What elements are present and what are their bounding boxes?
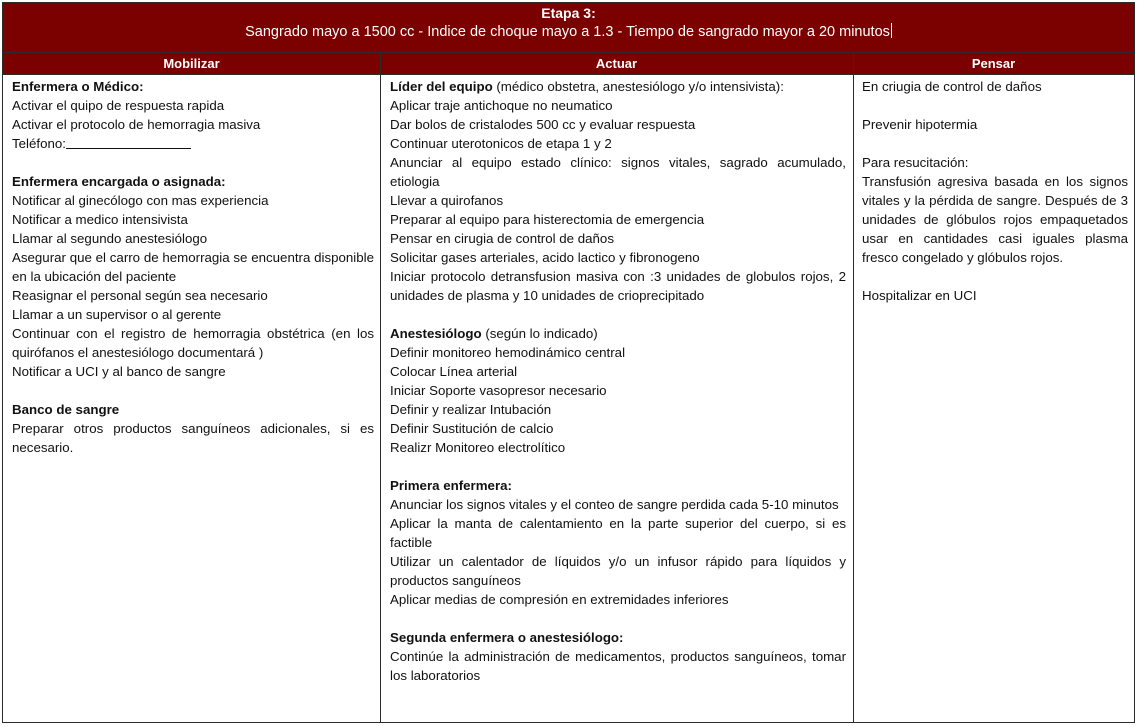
list-item: Aplicar la manta de calentamiento en la parte superior del cuerpo, si es factible [390, 516, 846, 550]
list-item: Colocar Línea arterial [390, 364, 518, 379]
list-item: Iniciar Soporte vasopresor necesario [390, 383, 607, 398]
list-item: Realizr Monitoreo electrolítico [390, 440, 566, 455]
list-item: Reasignar el personal según sea necesario [12, 288, 268, 303]
section-heading: Segunda enfermera o anestesiólogo: [390, 630, 624, 645]
section-heading: Enfermera encargada o asignada: [12, 174, 226, 189]
section-heading-bold: Líder del equipo [390, 79, 493, 94]
column-header-pensar: Pensar [971, 56, 1016, 71]
protocol-table [2, 2, 1135, 723]
list-item: Llamar a un supervisor o al gerente [12, 307, 222, 322]
list-item: Notificar a UCI y al banco de sangre [12, 364, 226, 379]
list-item: Preparar otros productos sanguíneos adicionales, si es necesario. [12, 421, 374, 455]
list-item: Notificar a medico intensivista [12, 212, 188, 227]
list-item: Preparar al equipo para histerectomia de emergencia [390, 212, 705, 227]
list-item: Definir y realizar Intubación [390, 402, 552, 417]
list-item: Continuar uterotonicos de etapa 1 y 2 [390, 136, 612, 151]
mobilizar-cell [3, 75, 380, 722]
list-item: Dar bolos de cristalodes 500 cc y evaluar respuesta [390, 117, 696, 132]
section-heading-rest: (médico obstetra, anestesiólogo y/o intensivista): [492, 79, 784, 94]
list-item: Aplicar traje antichoque no neumatico [390, 98, 613, 113]
list-item: Anunciar al equipo estado clínico: signos vitales, sagrado acumulado, etiologia [390, 155, 846, 189]
stage-title-band [3, 3, 1134, 53]
column-header-mobilizar: Mobilizar [163, 56, 220, 71]
column-header-row [3, 53, 1134, 75]
text-cursor [891, 23, 892, 38]
section-heading: Primera enfermera: [390, 478, 512, 493]
column-header-actuar: Actuar [595, 56, 638, 71]
list-item: Llevar a quirofanos [390, 193, 504, 208]
section-heading [390, 324, 846, 343]
list-item: Hospitalizar en UCI [862, 288, 977, 303]
list-item: Definir monitoreo hemodinámico central [390, 345, 626, 360]
section-heading-rest: (según lo indicado) [481, 326, 598, 341]
section-heading: Enfermera o Médico: [12, 79, 144, 94]
list-item: Iniciar protocolo detransfusion masiva con :3 unidades de globulos rojos, 2 unidades de plasma y 10 unidades de crioprecipitado [390, 269, 846, 303]
stage-title: Etapa 3: [541, 5, 596, 21]
phone-label: Teléfono: [12, 136, 66, 151]
phone-blank-field [66, 135, 191, 149]
pensar-cell [853, 75, 1134, 722]
list-item: Notificar al ginecólogo con mas experiencia [12, 193, 269, 208]
list-item: Para resucitación: [862, 155, 969, 170]
list-item: Pensar en cirugia de control de daños [390, 231, 614, 246]
stage-criteria [3, 21, 1134, 43]
actuar-cell [380, 75, 853, 722]
stage-criteria-text: Sangrado mayo a 1500 cc - Indice de choque mayo a 1.3 - Tiempo de sangrado mayor a 20 minutos [245, 24, 890, 40]
list-item: En criugia de control de daños [862, 79, 1042, 94]
list-item: Activar el protocolo de hemorragia masiva [12, 117, 261, 132]
list-item: Activar el quipo de respuesta rapida [12, 98, 225, 113]
list-item: Continuar con el registro de hemorragia obstétrica (en los quirófanos el anestesiólogo documentará ) [12, 326, 374, 360]
list-item: Definir Sustitución de calcio [390, 421, 554, 436]
list-item: Llamar al segundo anestesiólogo [12, 231, 208, 246]
section-heading [390, 77, 846, 96]
list-item: Anunciar los signos vitales y el conteo de sangre perdida cada 5-10 minutos [390, 497, 839, 512]
list-item: Continúe la administración de medicamentos, productos sanguíneos, tomar los laboratorios [390, 649, 846, 683]
list-item: Asegurar que el carro de hemorragia se encuentra disponible en la ubicación del paciente [12, 250, 374, 284]
section-heading: Banco de sangre [12, 402, 120, 417]
list-item: Transfusión agresiva basada en los signos vitales y la pérdida de sangre. Después de 3 unidades de glóbulos rojos empaquetados usar en cantidades casi iguales plasma fresco congelado y glóbulos rojos. [862, 174, 1128, 265]
section-heading-bold: Anestesiólogo [390, 326, 482, 341]
list-item: Utilizar un calentador de líquidos y/o un infusor rápido para líquidos y productos sanguíneos [390, 554, 846, 588]
list-item: Solicitar gases arteriales, acido lactico y fibronogeno [390, 250, 700, 265]
phone-line [12, 134, 374, 153]
list-item: Prevenir hipotermia [862, 117, 978, 132]
list-item: Aplicar medias de compresión en extremidades inferiores [390, 592, 729, 607]
